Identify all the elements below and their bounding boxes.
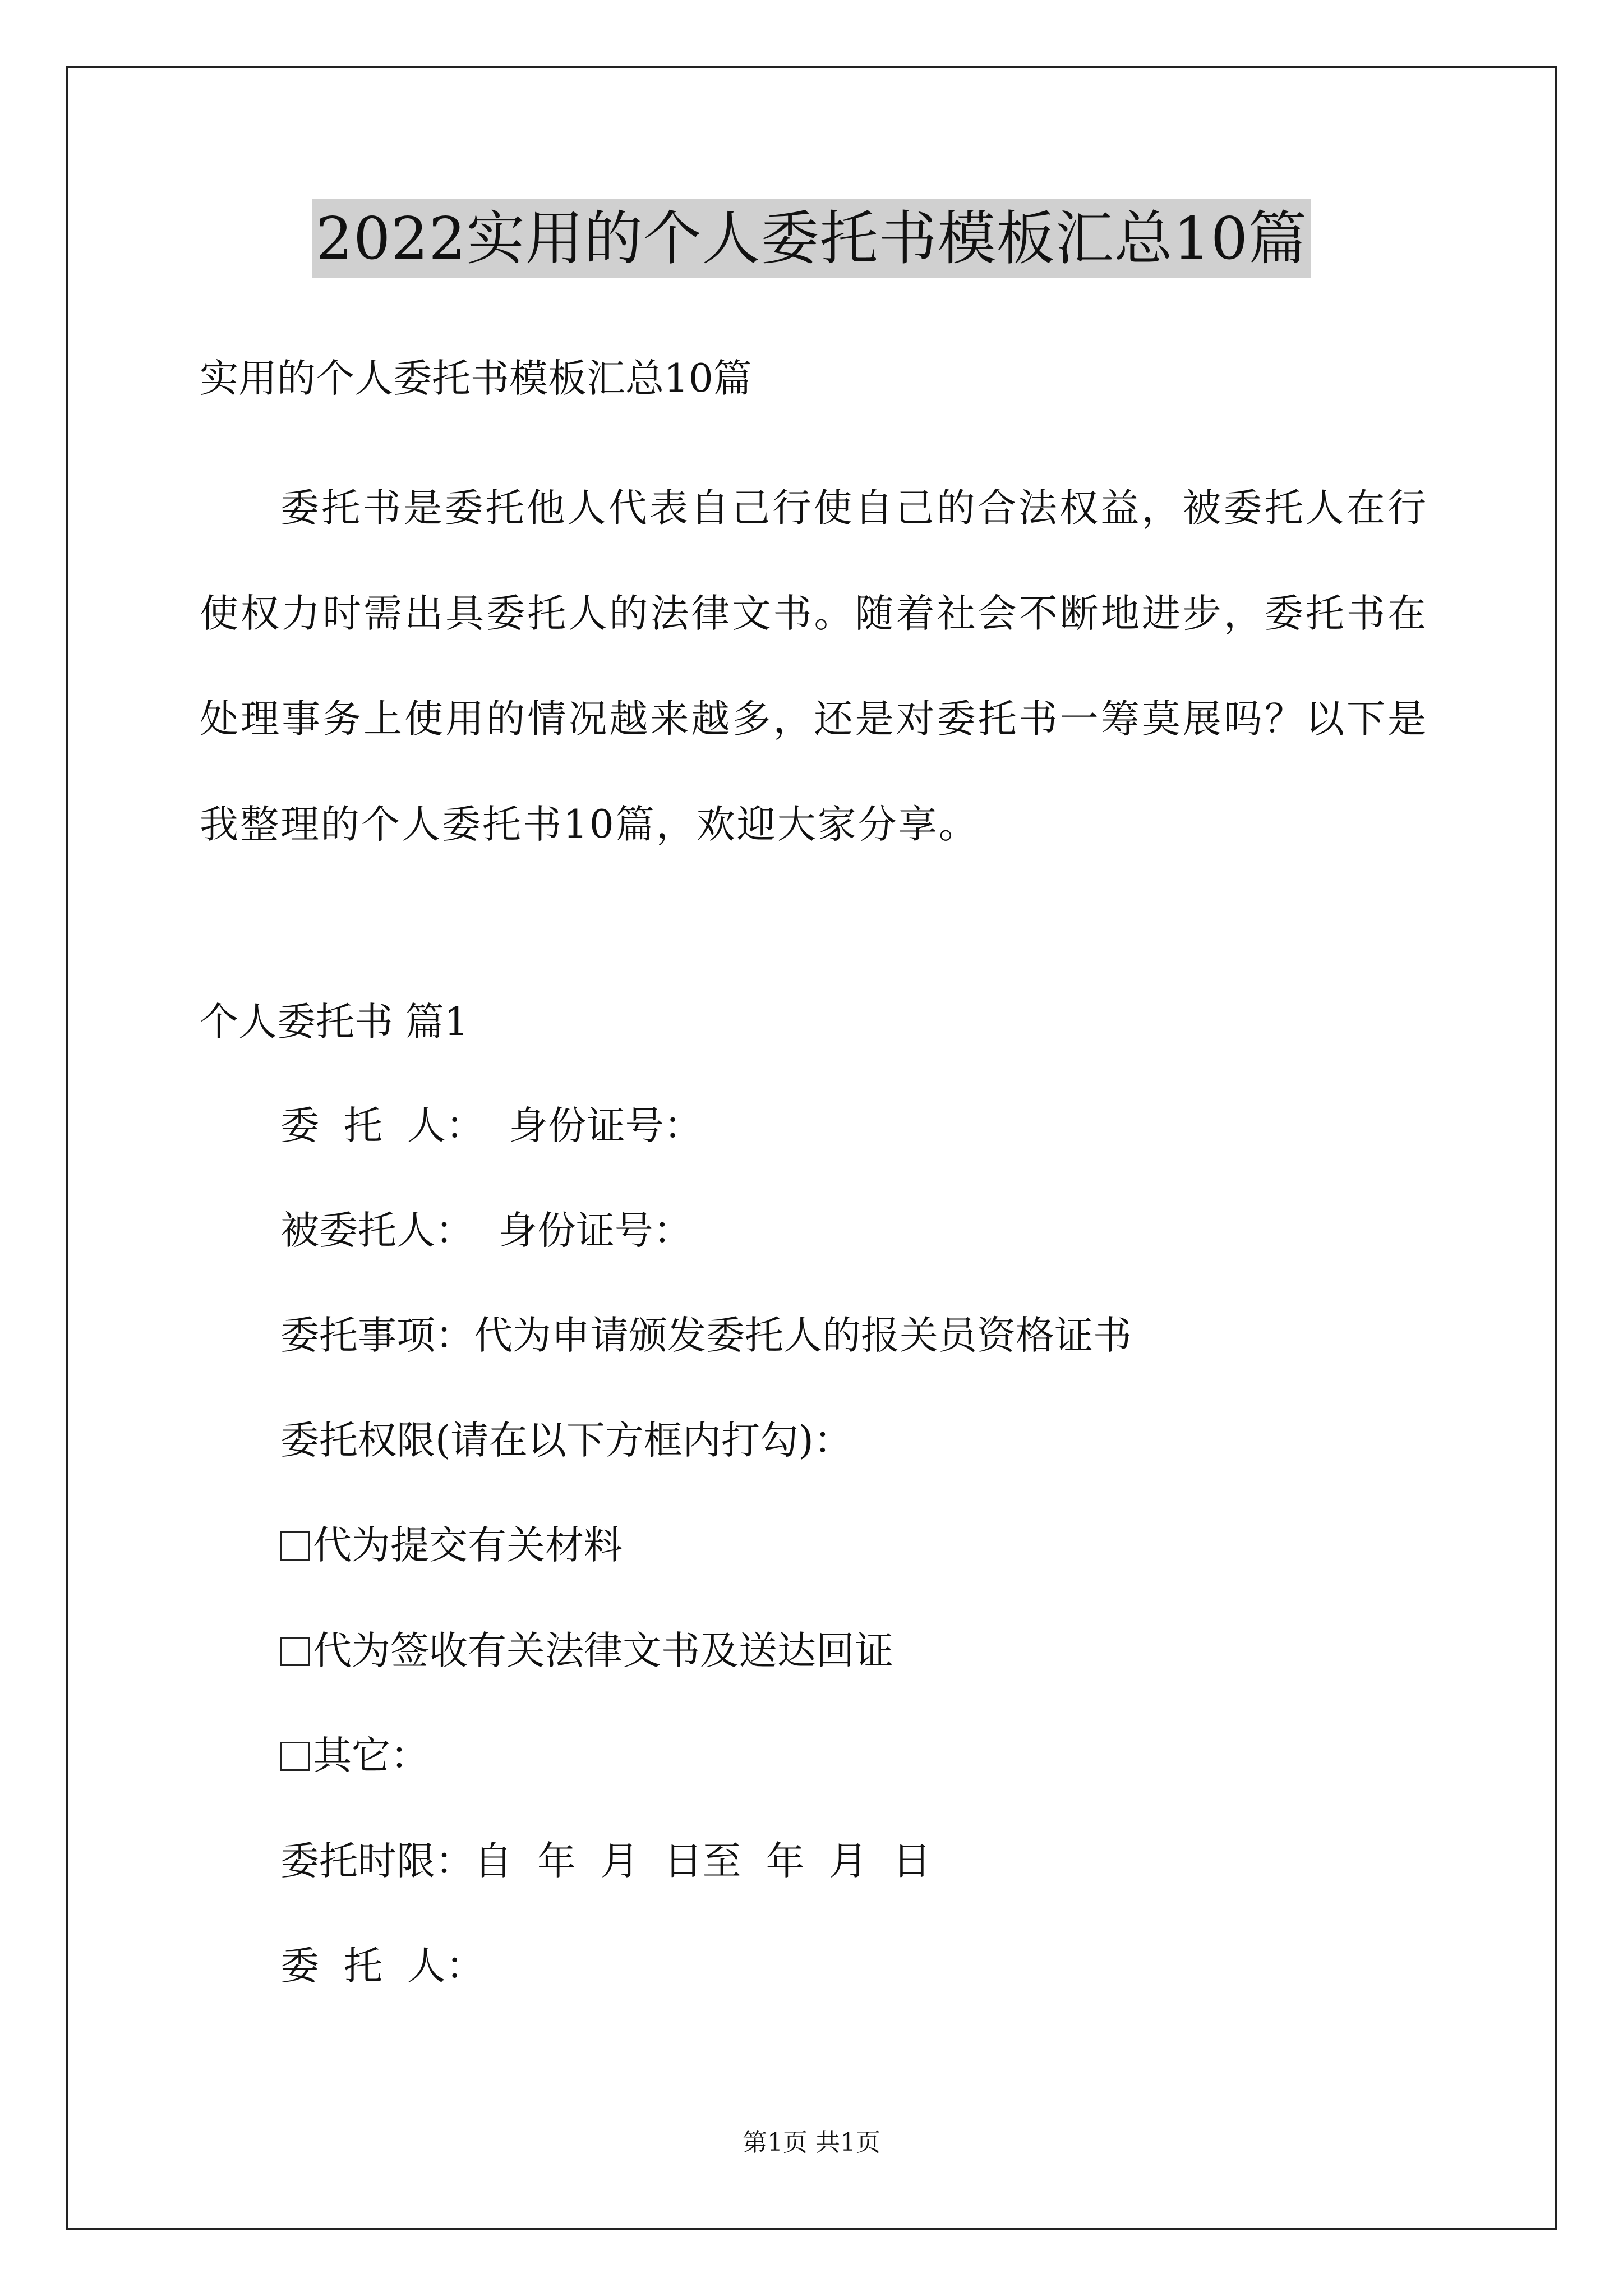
field-principal: 委 托 人： 身份证号： — [280, 1103, 703, 1148]
field-authority: 委托权限(请在以下方框内打勾)： — [280, 1418, 852, 1463]
checkbox-icon[interactable] — [280, 1637, 310, 1666]
checkbox-icon[interactable] — [280, 1742, 310, 1771]
field-matter: 委托事项：代为申请颁发委托人的报关员资格证书 — [280, 1313, 1132, 1358]
document-subtitle: 实用的个人委托书模板汇总10篇 — [200, 356, 752, 401]
section-heading: 个人委托书 篇1 — [200, 1000, 469, 1045]
checkbox-label: 代为签收有关法律文书及送达回证 — [313, 1628, 893, 1673]
checkbox-row-other — [280, 1728, 429, 1784]
field-time-limit: 委托时限：自 年 月 日至 年 月 日 — [280, 1839, 932, 1884]
field-agent: 被委托人： 身份证号： — [280, 1208, 692, 1253]
checkbox-row-submit — [280, 1517, 623, 1573]
document-title: 2022实用的个人委托书模板汇总10篇 — [312, 199, 1311, 278]
intro-paragraph: 委托书是委托他人代表自己行使自己的合法权益，被委托人在行使权力时需出具委托人的法律文书。随着社会不断地进步，委托书在处理事务上使用的情况越来越多，还是对委托书一筹莫展吗？以下是我整理的个人委托书10篇，欢迎大家分享。 — [200, 486, 1428, 847]
checkbox-label: 其它： — [313, 1733, 429, 1778]
title-wrap — [0, 199, 1623, 278]
field-principal-signature: 委 托 人： — [280, 1944, 485, 1989]
page-footer: 第1页 共1页 — [743, 2128, 880, 2157]
checkbox-row-receive — [280, 1623, 893, 1679]
checkbox-icon[interactable] — [280, 1531, 310, 1561]
checkbox-label: 代为提交有关材料 — [313, 1523, 623, 1568]
